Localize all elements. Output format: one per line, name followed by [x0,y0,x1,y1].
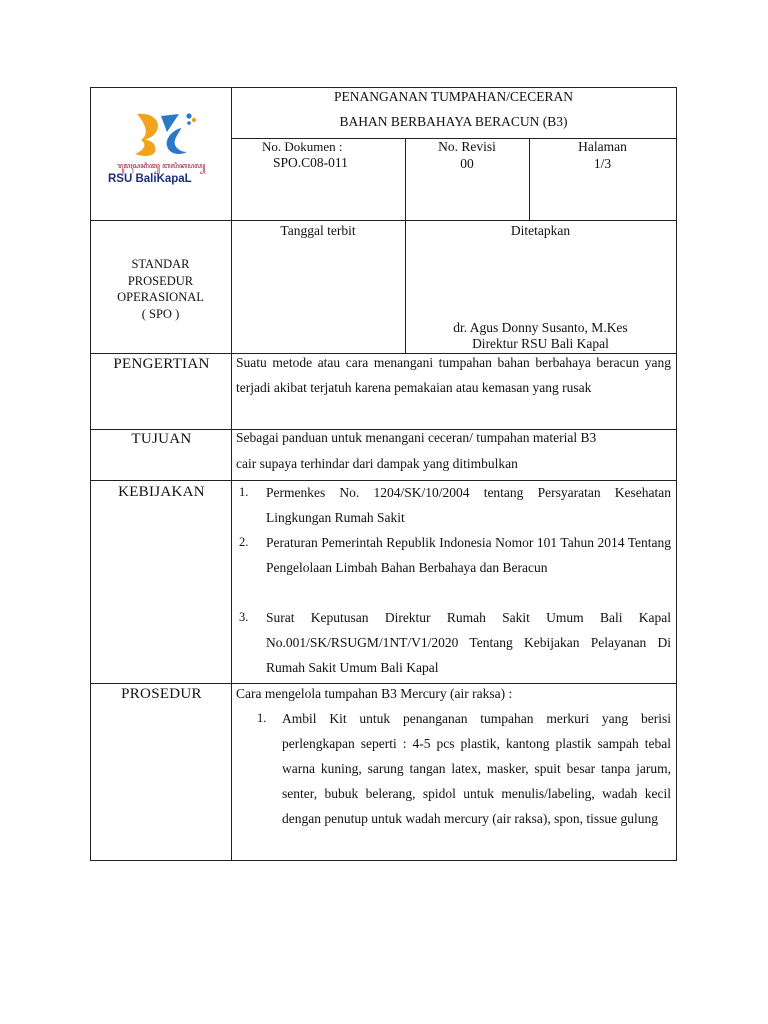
no-revisi-value: 00 [460,156,474,171]
list-item-text: Surat Keputusan Direktur Rumah Sakit Umum Bali Kapal No.001/SK/RSUGM/1NT/V1/2020 Tentang Kebijakan Pelayanan Di Rumah Sakit Umum Bali Kapal [266,610,671,675]
document-title-line1: PENANGANAN TUMPAHAN/CECERAN [334,89,573,104]
ditetapkan-label: Ditetapkan [510,223,571,238]
table-border-right [676,87,677,861]
list-number: 2. [239,535,249,549]
table-border-top [90,87,677,88]
no-dokumen-label: No. Dokumen : [262,139,343,154]
no-revisi-label: No. Revisi [438,139,496,154]
signer-name: dr. Agus Donny Susanto, M.Kes [453,320,628,335]
table-border-left [90,87,91,861]
list-number: 1. [257,711,267,725]
spo-label [90,256,231,322]
tujuan-label: TUJUAN [131,431,192,447]
spo-label-line: STANDAR [131,257,190,271]
pengertian-label: PENGERTIAN [113,356,210,372]
hospital-logo [95,95,229,215]
signer-title: Direktur RSU Bali Kapal [472,336,609,351]
halaman-value: 1/3 [593,156,612,171]
logo-mark-icon [131,110,201,158]
spo-label-line: ( SPO ) [141,306,180,321]
prosedur-intro: Cara mengelola tumpahan B3 Mercury (air raksa) : [236,686,513,701]
list-item-text: Permenkes No. 1204/SK/10/2004 tentang Persyaratan Kesehatan Lingkungan Rumah Sakit [266,485,671,525]
document-title-line2: BAHAN BERBAHAYA BERACUN (B3) [339,114,568,129]
prosedur-label: PROSEDUR [121,686,202,702]
spo-label-line: PROSEDUR [127,273,194,288]
kebijakan-label: KEBIJAKAN [118,484,205,500]
halaman-label: Halaman [578,139,627,154]
logo-name: RSU BaliKapaL [108,173,192,185]
logo-script-text: ꦫꦸꦩꦃꦱꦏꦶꦠ꧀ ꦧꦭꦶꦏꦥꦭ꧀ [117,162,206,170]
row-divider-5 [90,683,677,684]
list-number: 3. [239,610,249,624]
row-divider-1 [90,220,677,221]
list-number: 1. [239,485,249,499]
tanggal-terbit-label: Tanggal terbit [280,223,356,238]
list-item-text: Ambil Kit untuk penanganan tumpahan merkuri yang berisi perlengkapan seperti : 4-5 pcs plastik, kantong plastik sampah tebal warna kuning, sarung tangan latex, masker, spuit besar tanpa jarum, senter, bubuk belerang, spidol untuk menulis/labeling, wadah kecil dengan penutup untuk wadah mercury (air raksa), spon, tissue gulung [282,711,671,826]
tujuan-text-line1: Sebagai panduan untuk menangani ceceran/ tumpahan material B3 [236,430,597,445]
list-item-text: Peraturan Pemerintah Republik Indonesia Nomor 101 Tahun 2014 Tentang Pengelolaan Limbah Bahan Berbahaya dan Beracun [266,535,671,575]
tujuan-text-line2: cair supaya terhindar dari dampak yang ditimbulkan [236,456,518,471]
spo-label-line: OPERASIONAL [117,290,204,304]
table-border-bottom [90,860,677,861]
column-divider [231,87,232,861]
no-dokumen-value: SPO.C08-011 [273,155,348,170]
pengertian-text: Suatu metode atau cara menangani tumpahan bahan berbahaya beracun yang terjadi akibat terjatuh karena pemakaian atau kemasan yang rusak [236,355,671,395]
